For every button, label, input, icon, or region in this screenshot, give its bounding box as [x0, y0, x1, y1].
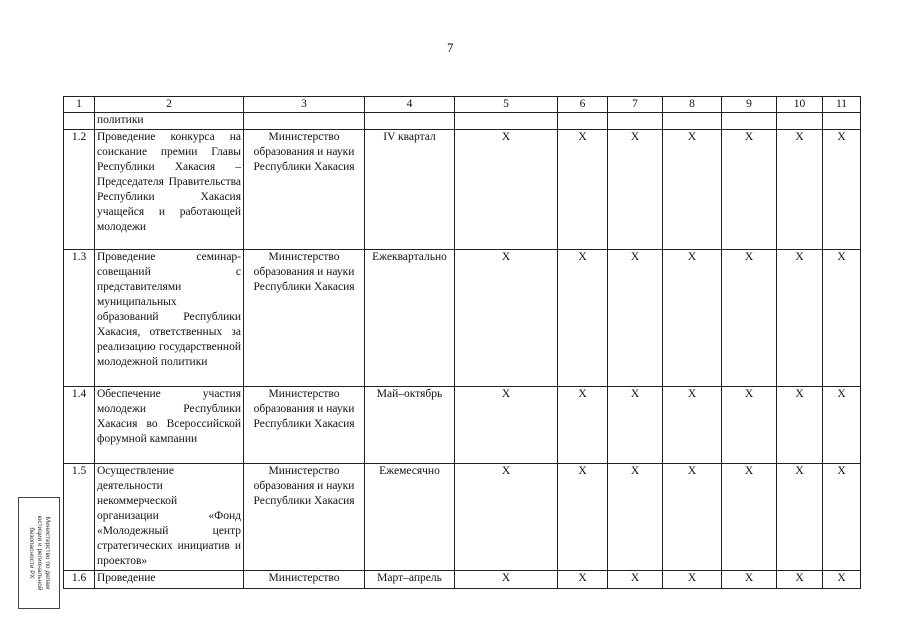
mark-cell: X — [455, 571, 558, 589]
mark-cell: X — [608, 130, 663, 250]
mark-cell: X — [608, 464, 663, 571]
mark-cell: X — [663, 464, 722, 571]
mark-cell: X — [455, 130, 558, 250]
mark-cell: X — [455, 387, 558, 464]
page-number: 7 — [447, 40, 454, 55]
row-number: 1.2 — [64, 130, 95, 250]
table-row — [64, 464, 861, 571]
mark-cell: X — [558, 130, 608, 250]
mark-cell: X — [663, 571, 722, 589]
table-row — [64, 571, 861, 589]
row-number: 1.4 — [64, 387, 95, 464]
activity-name: Проведение семинар-совещаний с представителями муниципальных образований Республики Хакасия, ответственных за реализацию государственной молодежной политики — [95, 250, 244, 387]
mark-cell: X — [823, 387, 861, 464]
mark-cell: X — [608, 387, 663, 464]
col-header: 1 — [64, 97, 95, 113]
col-header: 3 — [244, 97, 365, 113]
mark-cell: X — [558, 464, 608, 571]
mark-cell: X — [608, 571, 663, 589]
header-row — [64, 97, 861, 113]
activity-name: Проведение — [95, 571, 244, 589]
col-header: 10 — [777, 97, 823, 113]
col-header: 9 — [722, 97, 777, 113]
term: IV квартал — [365, 130, 455, 250]
term: Май–октябрь — [365, 387, 455, 464]
mark-cell: X — [663, 130, 722, 250]
table-row — [64, 387, 861, 464]
continuation-row — [64, 113, 861, 130]
col-header: 4 — [365, 97, 455, 113]
activity-name: Осуществление деятельности некоммерческой организации «Фонд «Молодежный центр стратегических инициатив и проектов» — [95, 464, 244, 571]
plan-table — [63, 96, 861, 589]
mark-cell: X — [823, 250, 861, 387]
term: Ежемесячно — [365, 464, 455, 571]
mark-cell: X — [777, 571, 823, 589]
mark-cell: X — [722, 130, 777, 250]
mark-cell: X — [663, 250, 722, 387]
executor: Министерство — [244, 571, 365, 589]
table-row — [64, 130, 861, 250]
row-number: 1.5 — [64, 464, 95, 571]
executor: Министерство образования и науки Республики Хакасия — [244, 250, 365, 387]
col-header: 6 — [558, 97, 608, 113]
mark-cell: X — [823, 571, 861, 589]
mark-cell: X — [558, 571, 608, 589]
row-number: 1.6 — [64, 571, 95, 589]
term: Ежеквартально — [365, 250, 455, 387]
continuation-text: политики — [95, 113, 244, 130]
col-header: 8 — [663, 97, 722, 113]
table-row — [64, 250, 861, 387]
mark-cell: X — [455, 250, 558, 387]
mark-cell: X — [608, 250, 663, 387]
mark-cell: X — [722, 250, 777, 387]
mark-cell: X — [823, 464, 861, 571]
mark-cell: X — [777, 130, 823, 250]
col-header: 5 — [455, 97, 558, 113]
mark-cell: X — [558, 250, 608, 387]
executor: Министерство образования и науки Республики Хакасия — [244, 464, 365, 571]
activity-name: Обеспечение участия молодежи Республики Хакасия во Всероссийской форумной кампании — [95, 387, 244, 464]
col-header: 11 — [823, 97, 861, 113]
mark-cell: X — [777, 250, 823, 387]
mark-cell: X — [722, 571, 777, 589]
mark-cell: X — [777, 387, 823, 464]
stamp-text: Министерство по делам юстиции и региональной безопасности РХ — [28, 515, 51, 591]
row-number: 1.3 — [64, 250, 95, 387]
activity-name: Проведение конкурса на соискание премии Главы Республики Хакасия – Председателя Правительства Республики Хакасия учащейся и работающей молодежи — [95, 130, 244, 250]
mark-cell: X — [722, 464, 777, 571]
term: Март–апрель — [365, 571, 455, 589]
mark-cell: X — [663, 387, 722, 464]
mark-cell: X — [722, 387, 777, 464]
executor: Министерство образования и науки Республики Хакасия — [244, 387, 365, 464]
executor: Министерство образования и науки Республики Хакасия — [244, 130, 365, 250]
mark-cell: X — [823, 130, 861, 250]
col-header: 7 — [608, 97, 663, 113]
mark-cell: X — [558, 387, 608, 464]
registration-stamp — [18, 497, 60, 609]
mark-cell: X — [777, 464, 823, 571]
mark-cell: X — [455, 464, 558, 571]
col-header: 2 — [95, 97, 244, 113]
